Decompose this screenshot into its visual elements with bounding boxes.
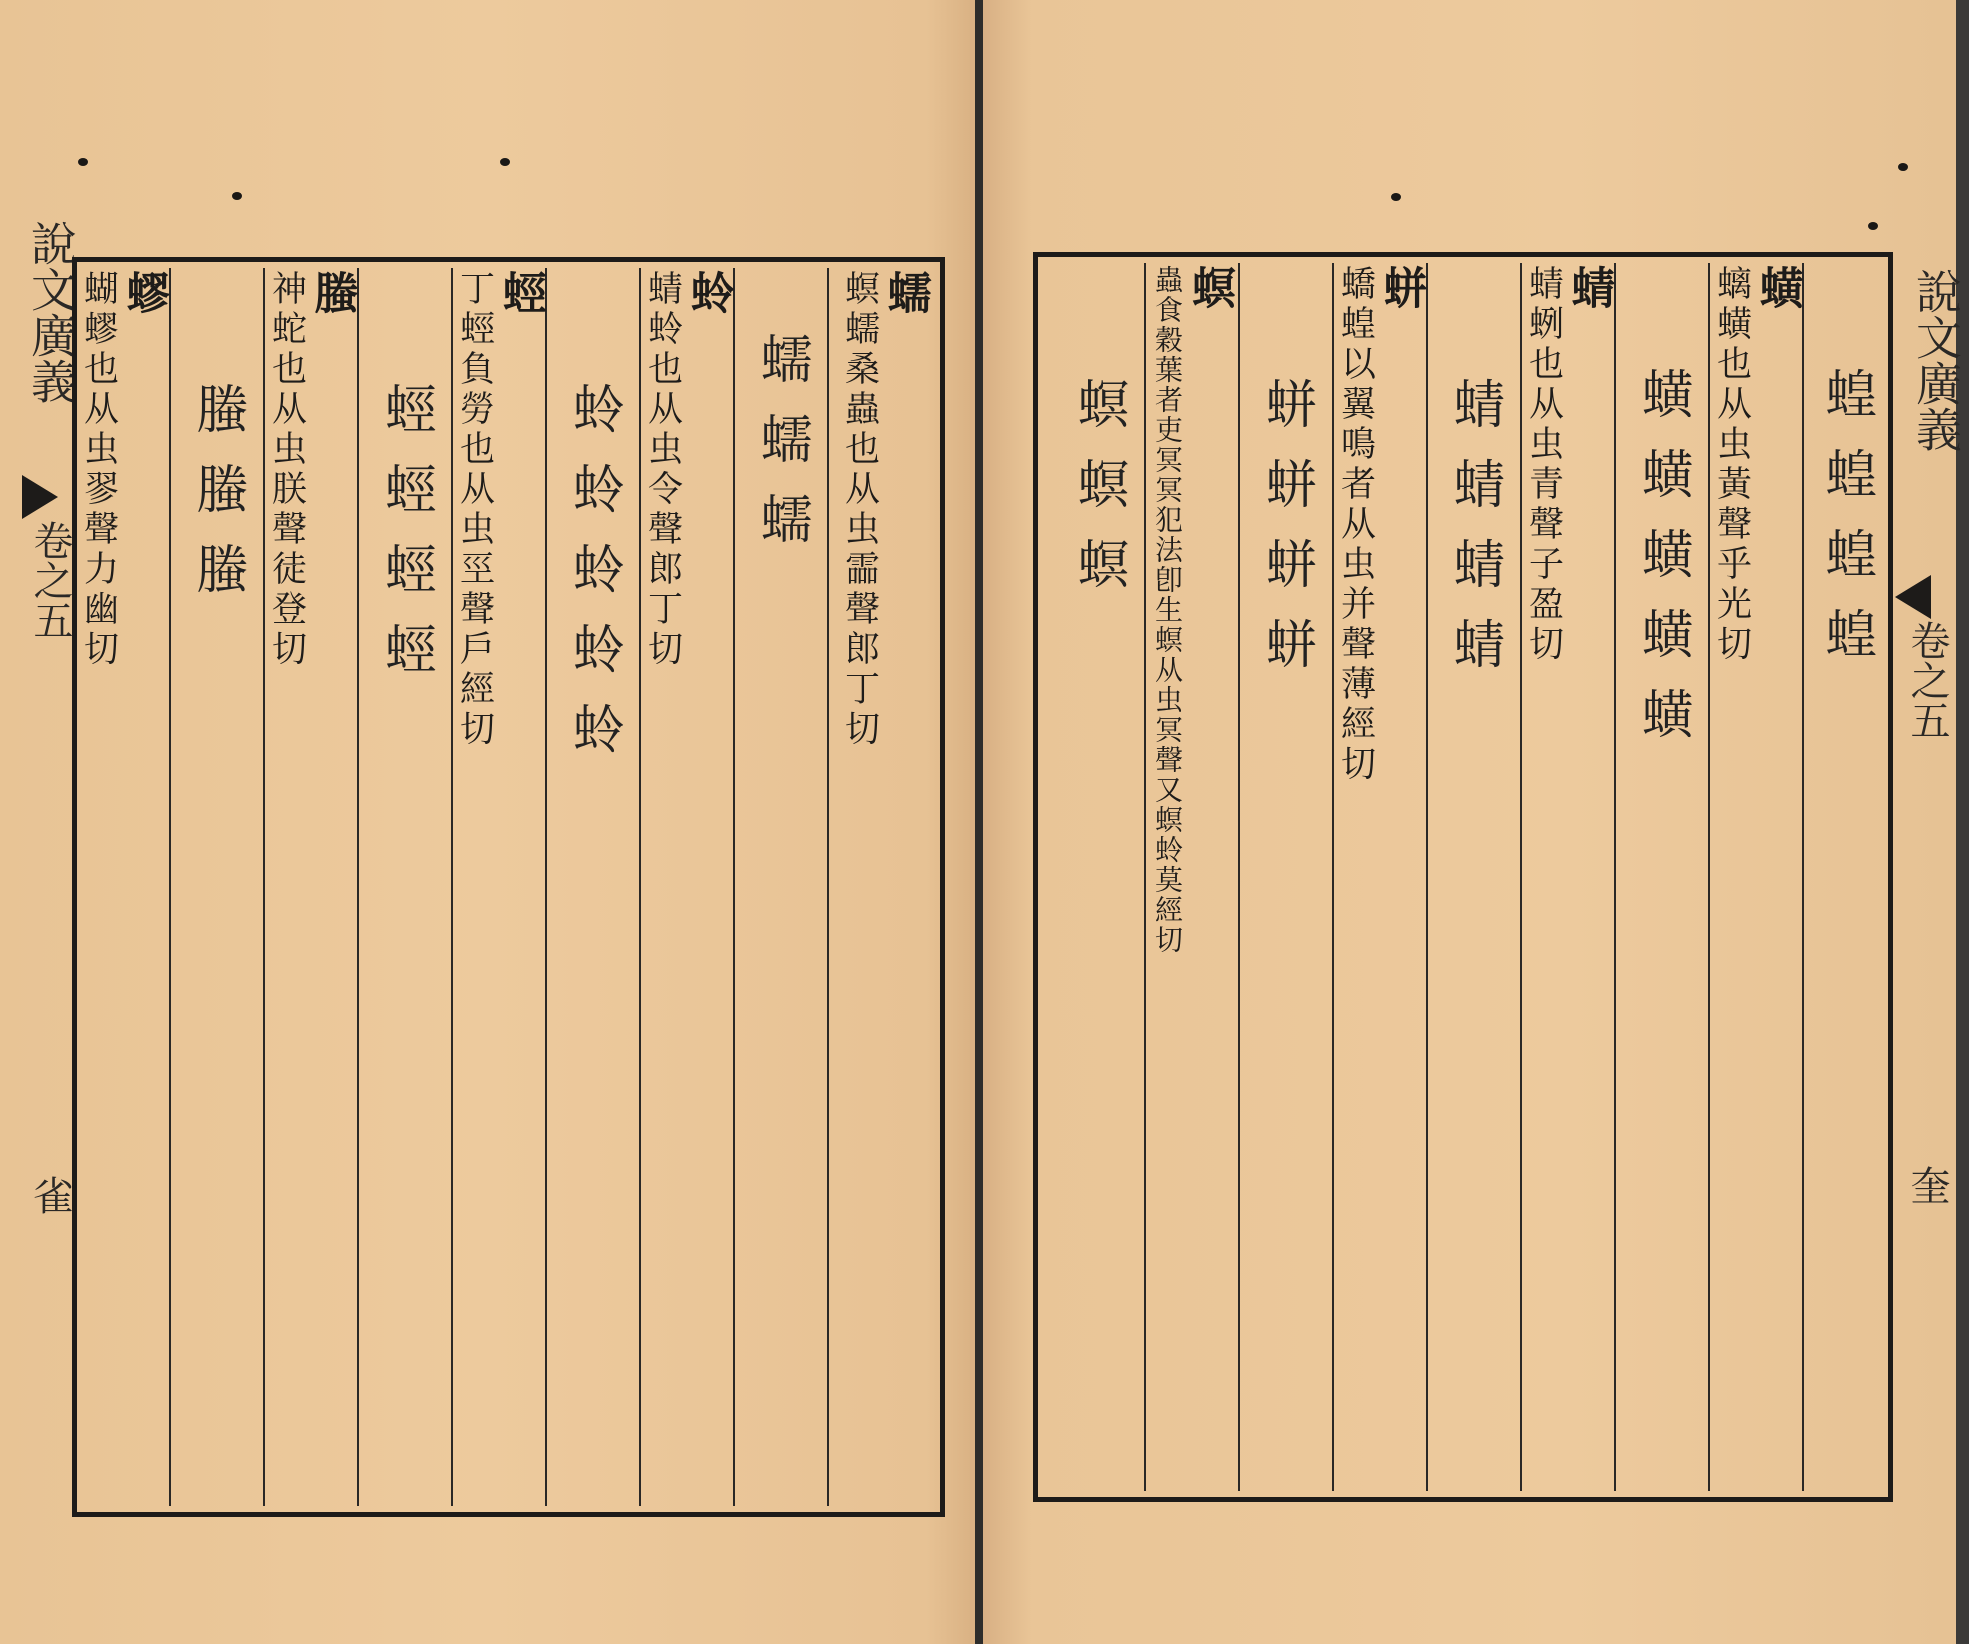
entry-headword: 蛉 (682, 270, 734, 316)
book-gutter (975, 0, 983, 1644)
right-page (983, 0, 1963, 1644)
right-margin-title: 說文廣義 (1909, 268, 1963, 452)
entry-column (829, 262, 939, 1512)
ink-dot (1868, 222, 1878, 230)
seal-script-forms: 螟螟螟 (1068, 377, 1128, 617)
entry-gloss: 蜻蛉也从虫令聲郎丁切 (642, 270, 683, 670)
seal-script-forms: 蛢蛢蛢蛢 (1256, 377, 1316, 697)
right-margin-volume: 卷之五 (1904, 620, 1950, 740)
seal-script-forms: 蛉蛉蛉蛉蛉 (563, 382, 623, 782)
seal-script-forms: 蛵蛵蛵蛵 (375, 382, 435, 702)
entry-headword: 蟥 (1751, 265, 1803, 311)
entry-headword: 蟉 (118, 270, 170, 316)
seal-column (547, 262, 639, 1512)
entry-gloss: 螟蠕桑蟲也从虫霝聲郎丁切 (839, 270, 880, 750)
entry-headword: 蜻 (1563, 265, 1615, 311)
entry-gloss: 丁蛵負勞也从虫巠聲戶經切 (454, 270, 495, 750)
entry-gloss: 蟲食穀葉者吏冥冥犯法卽生螟从虫冥聲又螟蛉莫經切 (1151, 265, 1184, 955)
ink-dot (1391, 193, 1401, 201)
ink-dot (78, 158, 88, 166)
seal-column (1052, 257, 1144, 1497)
seal-script-forms: 螣螣螣 (187, 382, 247, 622)
entry-column (1334, 257, 1426, 1497)
right-fishtail-mark (1895, 575, 1931, 619)
ink-dot (1898, 163, 1908, 171)
left-margin-title: 說文廣義 (24, 220, 78, 404)
entry-column (1710, 257, 1802, 1497)
seal-column (359, 262, 451, 1512)
entry-column (453, 262, 545, 1512)
entry-column (641, 262, 733, 1512)
seal-column (1428, 257, 1520, 1497)
entry-column (265, 262, 357, 1512)
seal-script-forms: 蜻蜻蜻蜻 (1444, 377, 1504, 697)
entry-column (77, 262, 169, 1512)
ink-dot (500, 158, 510, 166)
seal-column (735, 262, 827, 1512)
entry-headword: 蛢 (1375, 265, 1427, 311)
left-text-frame (72, 257, 945, 1517)
seal-column (1616, 257, 1708, 1497)
seal-column (1240, 257, 1332, 1497)
entry-gloss: 蝴蟉也从虫翏聲力幽切 (78, 270, 119, 670)
left-margin-volume: 卷之五 (27, 520, 73, 640)
entry-headword: 蠕 (879, 270, 931, 316)
entry-gloss: 蜻蛚也从虫青聲子盈切 (1523, 265, 1564, 665)
seal-script-forms: 蟥蟥蟥蟥蟥 (1632, 367, 1692, 767)
entry-gloss: 螭蟥也从虫黃聲乎光切 (1711, 265, 1752, 665)
left-page (0, 0, 975, 1644)
seal-column (1804, 257, 1888, 1497)
right-margin-folio: 奎 (1904, 1165, 1950, 1205)
seal-script-forms: 蝗蝗蝗蝗 (1816, 367, 1876, 687)
left-fishtail-mark (22, 475, 58, 519)
left-margin-folio: 雀 (27, 1175, 73, 1215)
entry-column (1146, 257, 1238, 1497)
seal-column (171, 262, 263, 1512)
right-text-frame (1033, 252, 1893, 1502)
seal-script-forms: 蠕蠕蠕 (751, 332, 811, 572)
ink-dot (232, 192, 242, 200)
entry-headword: 螟 (1184, 265, 1235, 311)
entry-gloss: 神蛇也从虫朕聲徒登切 (266, 270, 307, 670)
entry-headword: 蛵 (494, 270, 546, 316)
entry-headword: 螣 (306, 270, 358, 316)
entry-column (1522, 257, 1614, 1497)
entry-gloss: 蟜蝗以翼鳴者从虫并聲薄經切 (1335, 265, 1376, 785)
